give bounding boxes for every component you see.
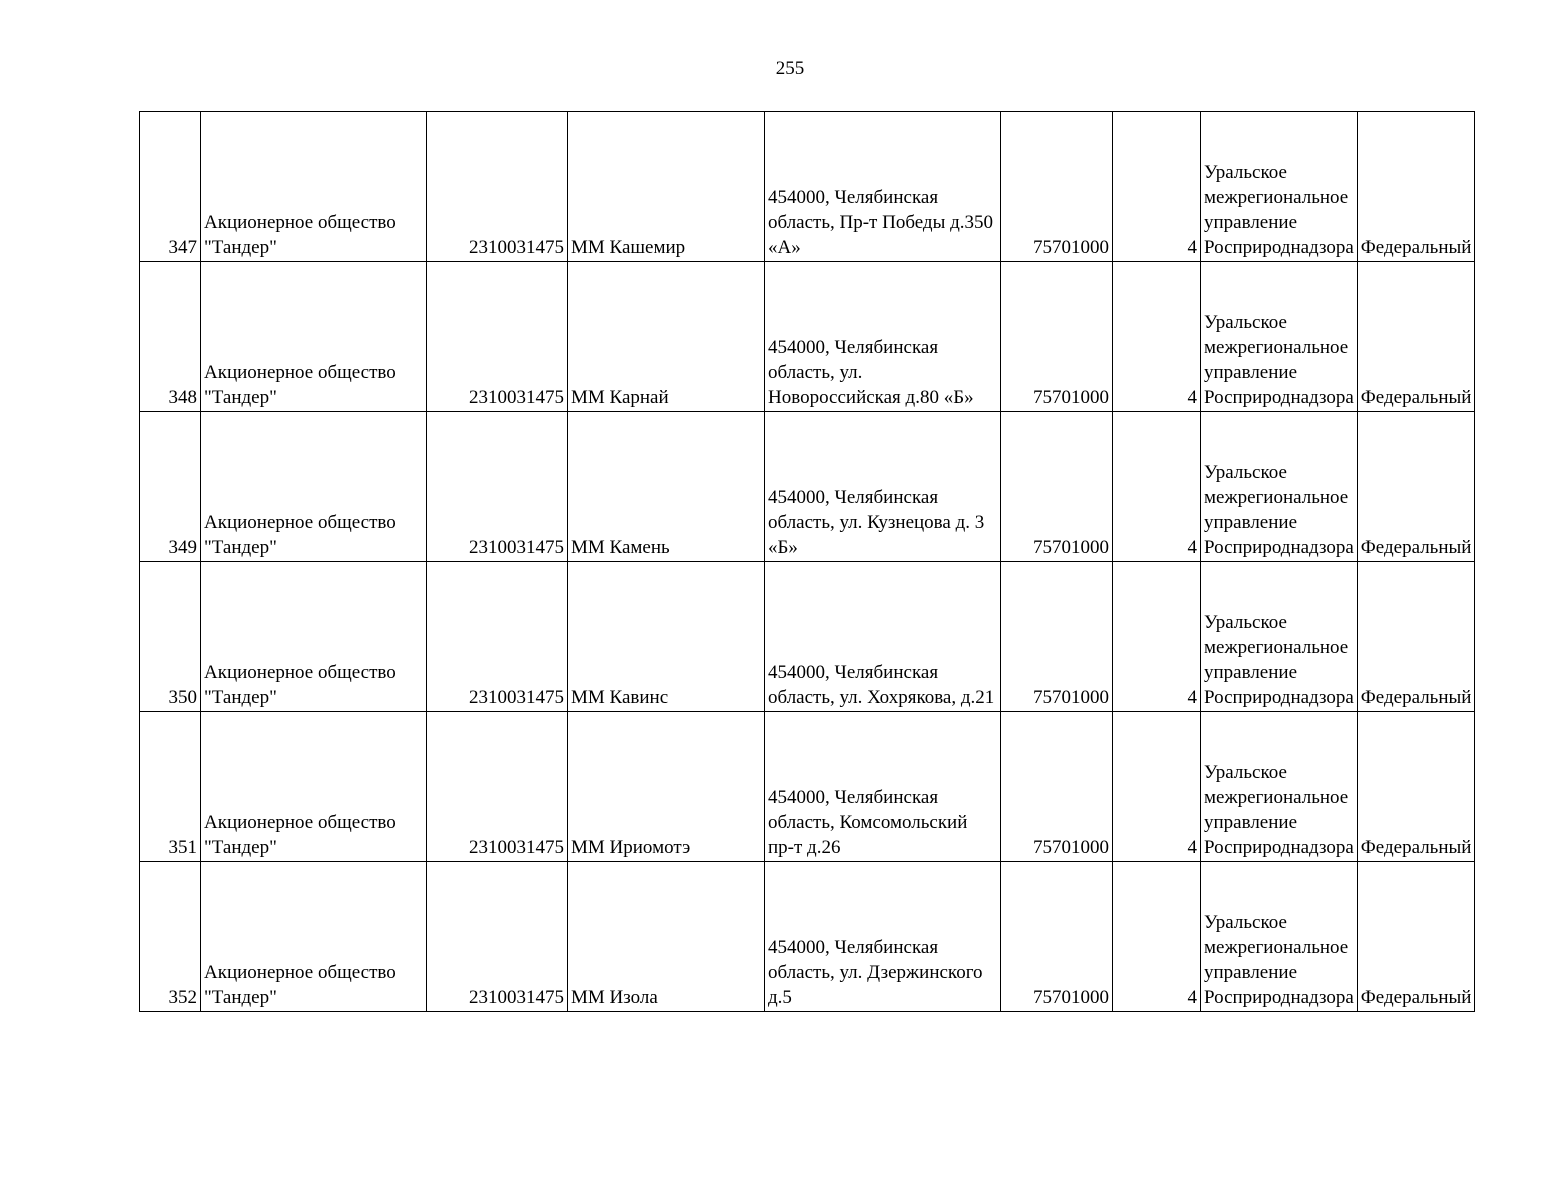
organization-name: Акционерное общество "Тандер" bbox=[201, 862, 427, 1012]
table-row bbox=[140, 562, 1475, 712]
row-number: 352 bbox=[140, 862, 201, 1012]
object-name: ММ Камень bbox=[568, 412, 765, 562]
category-value: 4 bbox=[1113, 712, 1201, 862]
inn-value: 2310031475 bbox=[427, 562, 568, 712]
table-row bbox=[140, 112, 1475, 262]
organization-name: Акционерное общество "Тандер" bbox=[201, 712, 427, 862]
authority-name: Уральское межрегиональное управление Росприроднадзора bbox=[1201, 712, 1358, 862]
object-address: 454000, Челябинская область, ул. Новороссийская д.80 «Б» bbox=[765, 262, 1001, 412]
oktmo-code: 75701000 bbox=[1001, 562, 1113, 712]
object-name: ММ Карнай bbox=[568, 262, 765, 412]
inn-value: 2310031475 bbox=[427, 112, 568, 262]
organization-name: Акционерное общество "Тандер" bbox=[201, 412, 427, 562]
supervision-level: Федеральный bbox=[1357, 262, 1475, 412]
category-value: 4 bbox=[1113, 112, 1201, 262]
registry-table bbox=[139, 111, 1475, 1012]
oktmo-code: 75701000 bbox=[1001, 412, 1113, 562]
object-address: 454000, Челябинская область, Пр-т Победы д.350 «А» bbox=[765, 112, 1001, 262]
organization-name: Акционерное общество "Тандер" bbox=[201, 562, 427, 712]
inn-value: 2310031475 bbox=[427, 712, 568, 862]
supervision-level: Федеральный bbox=[1357, 412, 1475, 562]
authority-name: Уральское межрегиональное управление Росприроднадзора bbox=[1201, 562, 1358, 712]
object-address: 454000, Челябинская область, ул. Хохрякова, д.21 bbox=[765, 562, 1001, 712]
supervision-level: Федеральный bbox=[1357, 112, 1475, 262]
authority-name: Уральское межрегиональное управление Росприроднадзора bbox=[1201, 412, 1358, 562]
row-number: 350 bbox=[140, 562, 201, 712]
supervision-level: Федеральный bbox=[1357, 562, 1475, 712]
oktmo-code: 75701000 bbox=[1001, 862, 1113, 1012]
inn-value: 2310031475 bbox=[427, 412, 568, 562]
authority-name: Уральское межрегиональное управление Росприроднадзора bbox=[1201, 262, 1358, 412]
oktmo-code: 75701000 bbox=[1001, 262, 1113, 412]
row-number: 347 bbox=[140, 112, 201, 262]
object-address: 454000, Челябинская область, ул. Дзержинского д.5 bbox=[765, 862, 1001, 1012]
page-number: 255 bbox=[775, 58, 805, 79]
row-number: 351 bbox=[140, 712, 201, 862]
object-name: ММ Кашемир bbox=[568, 112, 765, 262]
category-value: 4 bbox=[1113, 562, 1201, 712]
table-row bbox=[140, 262, 1475, 412]
authority-name: Уральское межрегиональное управление Росприроднадзора bbox=[1201, 112, 1358, 262]
row-number: 349 bbox=[140, 412, 201, 562]
authority-name: Уральское межрегиональное управление Росприроднадзора bbox=[1201, 862, 1358, 1012]
category-value: 4 bbox=[1113, 862, 1201, 1012]
row-number: 348 bbox=[140, 262, 201, 412]
object-name: ММ Ириомотэ bbox=[568, 712, 765, 862]
object-name: ММ Кавинс bbox=[568, 562, 765, 712]
supervision-level: Федеральный bbox=[1357, 712, 1475, 862]
table-row bbox=[140, 712, 1475, 862]
object-name: ММ Изола bbox=[568, 862, 765, 1012]
category-value: 4 bbox=[1113, 412, 1201, 562]
object-address: 454000, Челябинская область, Комсомольский пр-т д.26 bbox=[765, 712, 1001, 862]
table-row bbox=[140, 862, 1475, 1012]
supervision-level: Федеральный bbox=[1357, 862, 1475, 1012]
organization-name: Акционерное общество "Тандер" bbox=[201, 112, 427, 262]
table-row bbox=[140, 412, 1475, 562]
inn-value: 2310031475 bbox=[427, 262, 568, 412]
inn-value: 2310031475 bbox=[427, 862, 568, 1012]
category-value: 4 bbox=[1113, 262, 1201, 412]
oktmo-code: 75701000 bbox=[1001, 112, 1113, 262]
organization-name: Акционерное общество "Тандер" bbox=[201, 262, 427, 412]
object-address: 454000, Челябинская область, ул. Кузнецова д. 3 «Б» bbox=[765, 412, 1001, 562]
oktmo-code: 75701000 bbox=[1001, 712, 1113, 862]
